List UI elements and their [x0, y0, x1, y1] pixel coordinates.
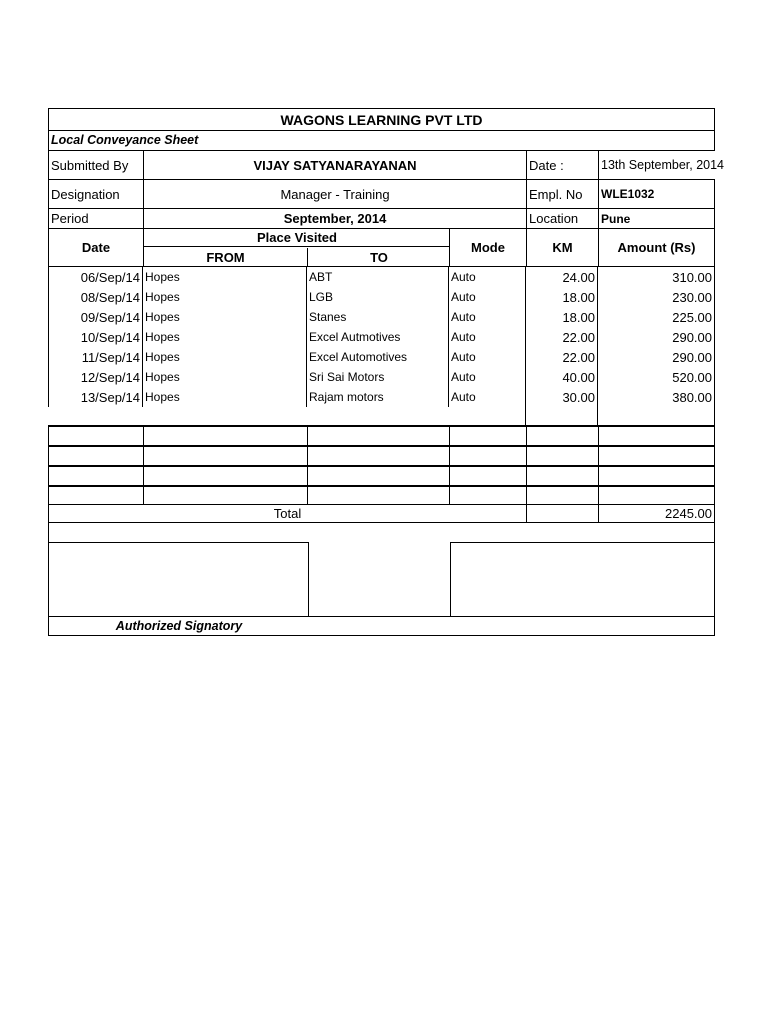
table-header: [48, 229, 715, 267]
row-km: 22.00: [526, 347, 598, 367]
row-mode: Auto: [449, 287, 526, 307]
signature-area: [48, 542, 715, 617]
row-date: 08/Sep/14: [48, 287, 143, 307]
row-km: 18.00: [526, 287, 598, 307]
row-to: Excel Automotives: [307, 347, 449, 367]
row-date: 11/Sep/14: [48, 347, 143, 367]
header-to: TO: [370, 249, 388, 265]
row-to: Stanes: [307, 307, 449, 327]
row-km: 40.00: [526, 367, 598, 387]
authorized-signatory: Authorized Signatory: [115, 618, 243, 633]
total-row: [48, 504, 715, 523]
row-from: Hopes: [143, 387, 307, 407]
sheet-title: Local Conveyance Sheet: [51, 133, 199, 148]
row-date: 10/Sep/14: [48, 327, 143, 347]
designation-label: Designation: [49, 180, 144, 208]
header-km: KM: [527, 229, 599, 266]
row-amount: 310.00: [598, 267, 715, 287]
table-row: [48, 287, 715, 307]
row-km: 22.00: [526, 327, 598, 347]
row-amount: 520.00: [598, 367, 715, 387]
row-mode: Auto: [449, 307, 526, 327]
row-mode: Auto: [449, 347, 526, 367]
row-date: 13/Sep/14: [48, 387, 143, 407]
row-amount: 380.00: [598, 387, 715, 407]
empty-row: [48, 425, 715, 445]
row-from: Hopes: [143, 307, 307, 327]
header-date: Date: [49, 229, 144, 266]
table-row: [48, 327, 715, 347]
row-to: LGB: [307, 287, 449, 307]
row-to: ABT: [307, 267, 449, 287]
row-amount: 290.00: [598, 327, 715, 347]
spacer-row: [48, 407, 715, 425]
row-from: Hopes: [143, 367, 307, 387]
row-from: Hopes: [143, 287, 307, 307]
header-amount: Amount (Rs): [617, 240, 696, 255]
table-row: [48, 347, 715, 367]
empty-row: [48, 485, 715, 505]
signature-spacer: [48, 523, 715, 542]
row-amount: 290.00: [598, 347, 715, 367]
empty-row: [48, 465, 715, 485]
table-row: [48, 267, 715, 287]
empl-no-value: WLE1032: [601, 187, 655, 201]
header-mode: Mode: [449, 229, 527, 266]
row-mode: Auto: [449, 367, 526, 387]
authorized-signatory-row: [48, 616, 715, 636]
row-km: 30.00: [526, 387, 598, 407]
row-to: Sri Sai Motors: [307, 367, 449, 387]
location-value: Pune: [601, 211, 631, 226]
company-name: WAGONS LEARNING PVT LTD: [280, 111, 483, 128]
designation-row: [48, 180, 715, 209]
row-date: 09/Sep/14: [48, 307, 143, 327]
total-label: Total: [49, 504, 527, 522]
signature-box-right: [450, 542, 715, 617]
designation-value: Manager - Training: [144, 180, 527, 208]
row-km: 18.00: [526, 307, 598, 327]
row-to: Excel Autmotives: [307, 327, 449, 347]
total-km: [527, 504, 599, 522]
total-amount: 2245.00: [665, 505, 712, 521]
period-row: [48, 209, 715, 229]
period-label: Period: [49, 209, 144, 228]
submitted-by-row: [48, 151, 725, 180]
date-value: 13th September, 2014: [601, 157, 725, 172]
sheet-title-row: [48, 131, 715, 151]
row-date: 12/Sep/14: [48, 367, 143, 387]
period-value: September, 2014: [144, 209, 527, 228]
date-label: Date :: [527, 151, 599, 179]
row-mode: Auto: [449, 267, 526, 287]
empl-no-label: Empl. No: [527, 180, 599, 208]
row-from: Hopes: [143, 267, 307, 287]
table-row: [48, 387, 715, 407]
row-from: Hopes: [143, 327, 307, 347]
row-amount: 225.00: [598, 307, 715, 327]
row-from: Hopes: [143, 347, 307, 367]
header-from: FROM: [144, 248, 308, 266]
table-row: [48, 367, 715, 387]
submitted-by-value: VIJAY SATYANARAYANAN: [144, 151, 527, 179]
row-date: 06/Sep/14: [48, 267, 143, 287]
empty-row: [48, 445, 715, 465]
row-mode: Auto: [449, 387, 526, 407]
location-label: Location: [527, 209, 599, 228]
row-to: Rajam motors: [307, 387, 449, 407]
header-place-visited: Place Visited: [144, 229, 450, 247]
row-amount: 230.00: [598, 287, 715, 307]
row-mode: Auto: [449, 327, 526, 347]
company-row: [48, 108, 715, 131]
submitted-by-label: Submitted By: [49, 151, 144, 179]
table-row: [48, 307, 715, 327]
row-km: 24.00: [526, 267, 598, 287]
signature-box-left: [49, 542, 309, 617]
